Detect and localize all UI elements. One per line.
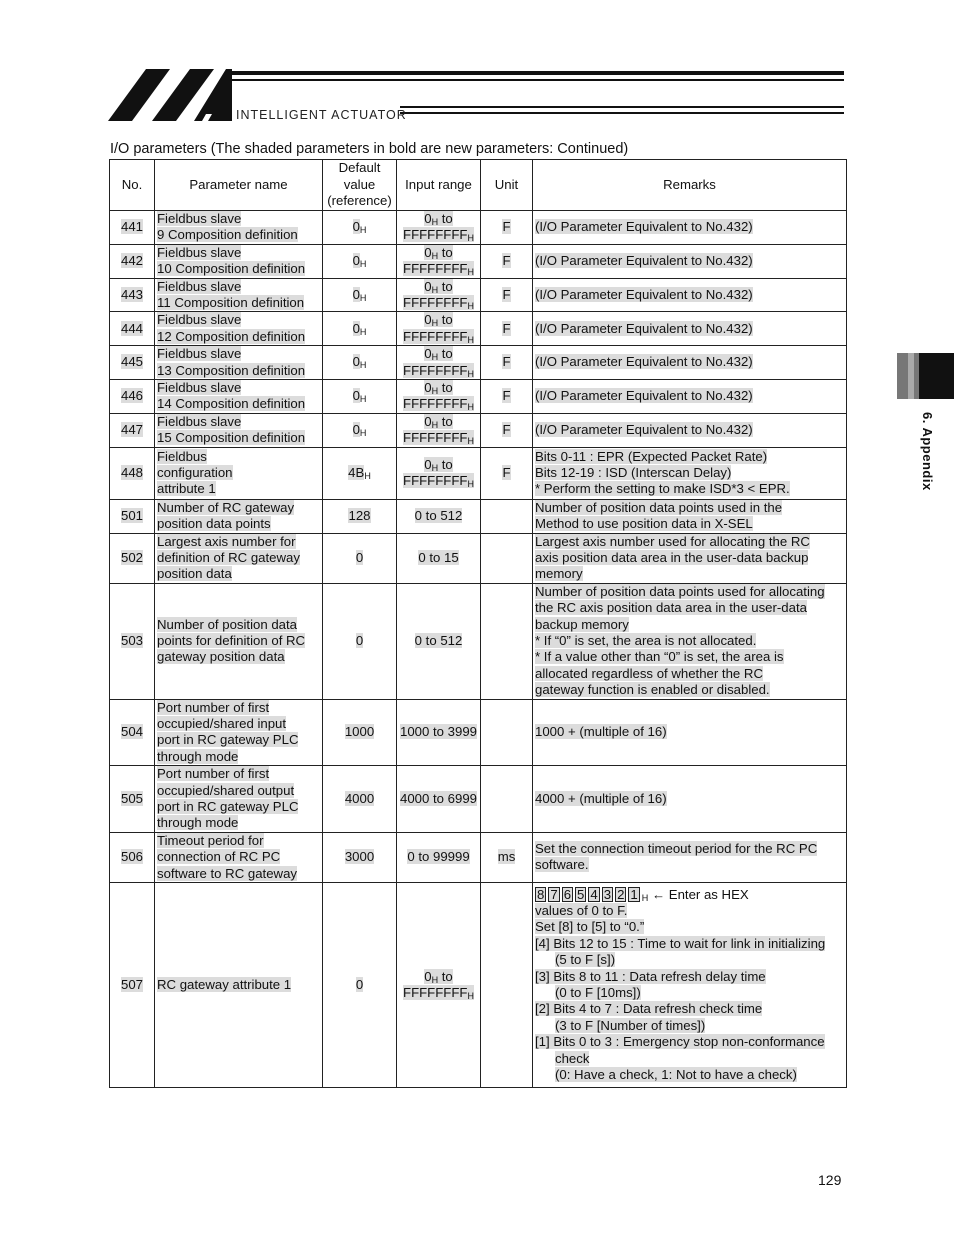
- range-text: 0 to 99999: [407, 849, 470, 865]
- range-text: $0_H$ to $FFFFFFFF_H$: [403, 413, 474, 447]
- cell-unit: [481, 380, 533, 414]
- cell-default: [323, 766, 397, 833]
- param-name-line: 13 Composition definition: [157, 362, 306, 378]
- header-remarks: Remarks: [533, 160, 847, 211]
- default-value: 1000: [344, 724, 375, 740]
- cell-range: [397, 832, 481, 882]
- header-no: No.: [110, 160, 155, 211]
- param-name-line: gateway position data: [157, 649, 285, 665]
- table-header-row: [110, 160, 847, 211]
- cell-range: [397, 244, 481, 278]
- range-text: $0_H$ to $FFFFFFFF_H$: [403, 380, 474, 413]
- table-row: [110, 346, 847, 380]
- default-subscript: H: [364, 470, 371, 481]
- table-row: [110, 413, 847, 447]
- cell-range: [397, 699, 481, 766]
- table-row: [110, 533, 847, 583]
- cell-remarks: [533, 533, 847, 583]
- cell-default: [323, 278, 397, 312]
- remark-line: Bits 0-11 : EPR (Expected Packet Rate): [535, 448, 768, 464]
- cell-no: [110, 346, 155, 380]
- hex-box-line: [535, 887, 844, 903]
- default-value: 0: [352, 253, 360, 269]
- table-row: [110, 244, 847, 278]
- param-name-line: Fieldbus slave: [157, 413, 242, 429]
- cell-name: [155, 346, 323, 380]
- table-row: [110, 832, 847, 882]
- cell-unit: [481, 278, 533, 312]
- cell-range: [397, 413, 481, 447]
- cell-default: [323, 533, 397, 583]
- param-name-line: 9 Composition definition: [157, 227, 298, 243]
- sidebar-tab-strip-light: [908, 353, 914, 399]
- param-name-line: configuration: [157, 464, 233, 480]
- param-name-line: RC gateway attribute 1: [157, 976, 292, 992]
- cell-range: [397, 883, 481, 1088]
- cell-no: [110, 244, 155, 278]
- remark-line: axis position data area in the user-data backup: [535, 549, 809, 565]
- cell-name: [155, 380, 323, 414]
- cell-remarks: [533, 244, 847, 278]
- table-row: [110, 499, 847, 533]
- default-value: 0: [355, 549, 364, 565]
- hex-digit-box: 3: [603, 886, 612, 902]
- range-text: $0_H$ to $FFFFFFFF_H$: [403, 211, 474, 244]
- cell-remarks: [533, 312, 847, 346]
- default-subscript: H: [359, 394, 367, 405]
- param-name-line: points for definition of RC: [157, 632, 306, 648]
- cell-remarks: [533, 883, 847, 1088]
- cell-name: [155, 244, 323, 278]
- table-row: [110, 766, 847, 833]
- default-value: 0: [352, 354, 360, 370]
- cell-range: [397, 447, 481, 499]
- param-name-line: Fieldbus slave: [157, 346, 242, 362]
- remark-line: Bits 12-19 : ISD (Interscan Delay): [535, 464, 732, 480]
- unit-value: F: [502, 422, 511, 438]
- cell-name: [155, 211, 323, 245]
- cell-default: [323, 699, 397, 766]
- param-number: 448: [120, 464, 143, 480]
- cell-unit: [481, 832, 533, 882]
- remark-line: [535, 1051, 844, 1067]
- cell-no: [110, 499, 155, 533]
- cell-no: [110, 699, 155, 766]
- header-default: Default value (reference): [323, 160, 397, 211]
- page-number: 129: [818, 1172, 842, 1188]
- cell-default: [323, 832, 397, 882]
- company-logo: [108, 66, 848, 126]
- cell-name: [155, 499, 323, 533]
- remark-text: (5 to F [s]): [555, 952, 616, 968]
- cell-no: [110, 413, 155, 447]
- remark-text: (0 to F [10ms]): [555, 985, 641, 1001]
- cell-range: [397, 312, 481, 346]
- remark-line: (I/O Parameter Equivalent to No.432): [535, 219, 753, 235]
- hex-digit-box: 2: [617, 886, 625, 902]
- remark-line: [535, 903, 844, 919]
- remark-line: (I/O Parameter Equivalent to No.432): [535, 422, 753, 438]
- range-text: 0 to 15: [418, 549, 459, 565]
- cell-no: [110, 832, 155, 882]
- cell-range: [397, 533, 481, 583]
- cell-default: [323, 346, 397, 380]
- hex-digit-box: 5: [577, 886, 585, 902]
- cell-remarks: [533, 447, 847, 499]
- remark-line: Set the connection timeout period for the RC PC: [535, 841, 818, 857]
- remark-line: (I/O Parameter Equivalent to No.432): [535, 253, 753, 269]
- remark-text: (0: Have a check, 1: Not to have a check): [555, 1067, 797, 1083]
- cell-name: [155, 447, 323, 499]
- param-name-line: occupied/shared output: [157, 782, 295, 798]
- cell-name: [155, 413, 323, 447]
- header-unit: Unit: [481, 160, 533, 211]
- remark-line: (I/O Parameter Equivalent to No.432): [535, 286, 753, 302]
- default-value: 0: [352, 219, 360, 235]
- cell-unit: [481, 699, 533, 766]
- param-number: 442: [120, 253, 143, 269]
- remark-line: * If “0” is set, the area is not allocated.: [535, 632, 757, 648]
- param-name-line: occupied/shared input: [157, 715, 287, 731]
- cell-remarks: [533, 278, 847, 312]
- param-name-line: port in RC gateway PLC: [157, 799, 299, 814]
- cell-range: [397, 583, 481, 699]
- cell-default: [323, 380, 397, 414]
- table-row: [110, 699, 847, 766]
- param-name-line: port in RC gateway PLC: [157, 732, 299, 748]
- cell-no: [110, 766, 155, 833]
- param-name-line: 12 Composition definition: [157, 328, 306, 344]
- param-name-line: software to RC gateway: [157, 865, 297, 881]
- cell-name: [155, 278, 323, 312]
- param-number: 504: [120, 724, 143, 740]
- cell-remarks: [533, 499, 847, 533]
- cell-remarks: [533, 832, 847, 882]
- default-value: 4B: [348, 464, 365, 480]
- remark-text: (3 to F [Number of times]): [555, 1017, 706, 1033]
- remark-line: gateway function is enabled or disabled.: [535, 682, 770, 698]
- remark-line: [535, 1001, 844, 1017]
- cell-default: [323, 413, 397, 447]
- param-name-line: 11 Composition definition: [157, 295, 305, 311]
- cell-no: [110, 533, 155, 583]
- cell-unit: [481, 533, 533, 583]
- remark-line: [535, 985, 844, 1001]
- cell-name: [155, 312, 323, 346]
- remark-text: check: [555, 1050, 590, 1066]
- param-number: 502: [120, 549, 143, 565]
- cell-range: [397, 766, 481, 833]
- param-name-line: Fieldbus slave: [157, 380, 242, 396]
- default-value: 0: [352, 320, 360, 336]
- param-name-line: Port number of first: [157, 699, 270, 715]
- cell-default: [323, 244, 397, 278]
- param-number: 507: [120, 976, 143, 992]
- default-subscript: H: [359, 326, 367, 337]
- param-name-line: Fieldbus slave: [157, 278, 242, 294]
- cell-default: [323, 499, 397, 533]
- cell-remarks: [533, 346, 847, 380]
- table-row: [110, 883, 847, 1088]
- remark-line: backup memory: [535, 616, 629, 632]
- table-row: [110, 211, 847, 245]
- default-subscript: H: [359, 259, 367, 270]
- param-name-line: Largest axis number for: [157, 533, 296, 549]
- default-value: 0: [355, 632, 364, 648]
- remark-text: values of 0 to F.: [535, 903, 628, 918]
- hex-digit-box: 1: [630, 886, 638, 902]
- default-value: 4000: [344, 790, 375, 806]
- param-name-line: definition of RC gateway: [157, 549, 300, 565]
- default-value: 0: [355, 976, 364, 992]
- remark-line: [535, 919, 844, 935]
- table-row: [110, 278, 847, 312]
- remark-line: [535, 1067, 844, 1083]
- param-number: 445: [120, 354, 143, 370]
- remark-text: [3] Bits 8 to 11 : Data refresh delay time: [535, 968, 766, 984]
- cell-no: [110, 447, 155, 499]
- param-number: 441: [120, 219, 143, 235]
- cell-range: [397, 211, 481, 245]
- range-text: $0_H$ to $FFFFFFFF_H$: [403, 968, 474, 1002]
- param-name-line: position data: [157, 566, 232, 582]
- sidebar-section-label: 6. Appendix: [920, 412, 935, 491]
- param-number: 501: [120, 507, 143, 523]
- default-subscript: H: [359, 292, 367, 303]
- range-text: 4000 to 6999: [399, 790, 477, 806]
- param-name-line: Fieldbus: [157, 448, 207, 464]
- remark-line: 4000 + (multiple of 16): [535, 790, 667, 806]
- header-name: Parameter name: [155, 160, 323, 211]
- cell-range: [397, 346, 481, 380]
- cell-default: [323, 312, 397, 346]
- parameter-table: [109, 159, 847, 1088]
- cell-name: [155, 883, 323, 1088]
- remark-line: [535, 952, 844, 968]
- cell-remarks: [533, 583, 847, 699]
- param-number: 506: [120, 849, 143, 865]
- param-name-line: Fieldbus slave: [157, 244, 242, 260]
- param-number: 503: [120, 632, 143, 648]
- cell-remarks: [533, 699, 847, 766]
- remark-line: [535, 1018, 844, 1034]
- range-text: $0_H$ to $FFFFFFFF_H$: [403, 456, 474, 490]
- param-number: 505: [120, 790, 143, 806]
- cell-no: [110, 883, 155, 1088]
- remark-text: [1] Bits 0 to 3 : Emergency stop non-conformance: [535, 1034, 825, 1050]
- remark-line: * If a value other than “0” is set, the area is: [535, 649, 784, 665]
- unit-value: F: [502, 219, 511, 235]
- range-text: $0_H$ to $FFFFFFFF_H$: [403, 244, 474, 278]
- param-name-line: Fieldbus slave: [157, 312, 242, 328]
- range-text: $0_H$ to $FFFFFFFF_H$: [403, 346, 474, 379]
- default-value: 128: [348, 507, 371, 523]
- hex-digit-box: 8: [537, 886, 545, 902]
- remark-line: (I/O Parameter Equivalent to No.432): [535, 320, 753, 336]
- cell-unit: [481, 244, 533, 278]
- range-text: 0 to 512: [414, 632, 463, 648]
- cell-no: [110, 583, 155, 699]
- param-number: 447: [120, 422, 143, 438]
- remark-line: memory: [535, 566, 583, 582]
- param-name-line: 14 Composition definition: [157, 396, 306, 412]
- remark-text: Set [8] to [5] to “0.”: [535, 919, 645, 935]
- cell-default: [323, 883, 397, 1088]
- default-value: 0: [352, 388, 360, 404]
- unit-value: F: [502, 253, 511, 269]
- remark-line: Largest axis number used for allocating the RC: [535, 533, 810, 549]
- remark-line: 1000 + (multiple of 16): [535, 724, 667, 740]
- remark-line: Number of position data points used for allocating: [535, 583, 825, 599]
- cell-no: [110, 278, 155, 312]
- range-text: $0_H$ to $FFFFFFFF_H$: [403, 278, 474, 312]
- cell-remarks: [533, 380, 847, 414]
- default-value: 0: [352, 286, 360, 302]
- table-row: [110, 312, 847, 346]
- header-range: Input range: [397, 160, 481, 211]
- cell-no: [110, 211, 155, 245]
- unit-value: F: [502, 464, 511, 480]
- cell-unit: [481, 312, 533, 346]
- remark-line: Number of position data points used in the: [535, 499, 783, 515]
- remark-text: [2] Bits 4 to 7 : Data refresh check time: [535, 1001, 763, 1017]
- range-text: $0_H$ to $FFFFFFFF_H$: [403, 312, 474, 345]
- cell-name: [155, 832, 323, 882]
- param-name-line: position data points: [157, 516, 271, 532]
- range-text: 0 to 512: [414, 507, 463, 523]
- table-row: [110, 583, 847, 699]
- hex-digit-box: 7: [550, 886, 558, 902]
- cell-unit: [481, 346, 533, 380]
- param-name-line: Port number of first: [157, 766, 270, 782]
- param-name-line: connection of RC PC: [157, 849, 281, 865]
- default-subscript: H: [359, 225, 367, 236]
- cell-unit: [481, 766, 533, 833]
- table-caption: I/O parameters (The shaded parameters in bold are new parameters: Continued): [110, 141, 629, 157]
- param-name-line: 15 Composition definition: [157, 430, 306, 446]
- unit-value: F: [502, 388, 511, 404]
- cell-name: [155, 766, 323, 833]
- param-name-line: Number of position data: [157, 616, 298, 632]
- remark-line: * Perform the setting to make ISD*3 < EPR.: [535, 481, 790, 497]
- cell-default: [323, 447, 397, 499]
- param-name-line: through mode: [157, 815, 239, 831]
- hex-arrow-text: ← Enter as HEX: [651, 886, 749, 902]
- unit-value: ms: [497, 849, 516, 865]
- cell-no: [110, 312, 155, 346]
- param-name-line: through mode: [157, 748, 239, 764]
- remark-line: (I/O Parameter Equivalent to No.432): [535, 388, 753, 404]
- param-number: 446: [120, 388, 143, 404]
- unit-value: F: [502, 286, 511, 302]
- cell-range: [397, 278, 481, 312]
- default-subscript: H: [359, 360, 367, 371]
- param-number: 444: [120, 320, 143, 336]
- remark-line: the RC axis position data area in the user-data: [535, 600, 807, 616]
- default-value: 0: [352, 422, 360, 438]
- cell-unit: [481, 211, 533, 245]
- remark-line: [535, 969, 844, 985]
- cell-name: [155, 583, 323, 699]
- cell-default: [323, 211, 397, 245]
- remark-line: (I/O Parameter Equivalent to No.432): [535, 354, 753, 370]
- cell-range: [397, 380, 481, 414]
- param-number: 443: [120, 286, 143, 302]
- hex-suffix: H: [641, 892, 649, 903]
- cell-remarks: [533, 211, 847, 245]
- cell-unit: [481, 883, 533, 1088]
- table-row: [110, 447, 847, 499]
- param-name-line: Fieldbus slave: [157, 211, 242, 226]
- param-name-line: 10 Composition definition: [157, 261, 306, 277]
- cell-unit: [481, 499, 533, 533]
- cell-range: [397, 499, 481, 533]
- cell-name: [155, 699, 323, 766]
- unit-value: F: [502, 354, 511, 370]
- cell-unit: [481, 583, 533, 699]
- param-name-line: Timeout period for: [157, 832, 264, 848]
- remark-line: Method to use position data in X-SEL: [535, 516, 753, 532]
- remark-line: [535, 936, 844, 952]
- table-row: [110, 380, 847, 414]
- range-text: 1000 to 3999: [399, 724, 477, 740]
- cell-default: [323, 583, 397, 699]
- param-name-line: Number of RC gateway: [157, 499, 295, 515]
- cell-remarks: [533, 766, 847, 833]
- cell-name: [155, 533, 323, 583]
- hex-digit-box: 4: [590, 886, 598, 902]
- cell-unit: [481, 413, 533, 447]
- cell-no: [110, 380, 155, 414]
- remark-line: allocated regardless of whether the RC: [535, 665, 763, 681]
- unit-value: F: [502, 320, 511, 336]
- remark-text: [4] Bits 12 to 15 : Time to wait for link in initializing: [535, 935, 826, 951]
- hex-digit-box: 6: [563, 886, 572, 902]
- remark-line: [535, 1034, 844, 1050]
- remark-line: software.: [535, 857, 589, 873]
- default-subscript: H: [359, 428, 367, 439]
- brand-text: INTELLIGENT ACTUATOR: [236, 108, 407, 122]
- default-value: 3000: [344, 849, 375, 865]
- cell-remarks: [533, 413, 847, 447]
- param-name-line: attribute 1: [157, 481, 216, 497]
- cell-unit: [481, 447, 533, 499]
